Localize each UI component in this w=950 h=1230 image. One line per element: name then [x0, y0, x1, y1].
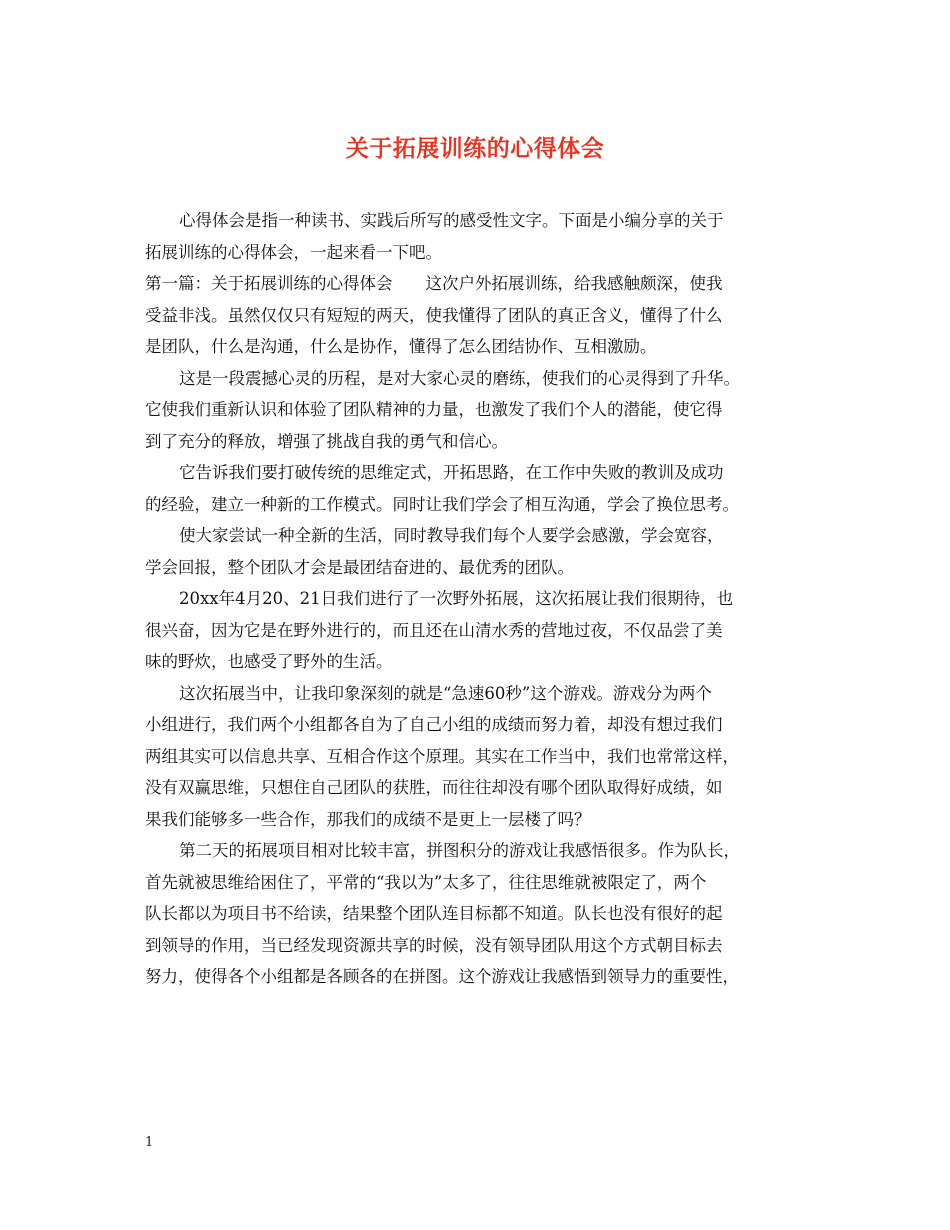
- text-line: 努力，使得各个小组都是各顾各的在拼图。这个游戏让我感悟到领导力的重要性，: [145, 967, 739, 986]
- text-line: 20xx年4月20、21日我们进行了一次野外拓展，这次拓展让我们很期待，也: [179, 589, 734, 608]
- text-line: 味的野炊，也感受了野外的生活。: [145, 652, 393, 671]
- text-line: 的经验，建立一种新的工作模式。同时让我们学会了相互沟通，学会了换位思考。: [145, 494, 739, 514]
- text-line: 这是一段震撼心灵的历程，是对大家心灵的磨练，使我们的心灵得到了升华。: [179, 368, 740, 388]
- text-line: 心得体会是指一种读书、实践后所写的感受性文字。下面是小编分享的关于: [179, 211, 724, 230]
- text-line: 是团队，什么是沟通，什么是协作，懂得了怎么团结协作、互相激励。: [145, 337, 657, 356]
- text-line: 很兴奋，因为它是在野外进行的，而且还在山清水秀的营地过夜，不仅品尝了美: [145, 620, 723, 640]
- text-line: 小组进行，我们两个小组都各自为了自己小组的成绩而努力着，却没有想过我们: [145, 715, 723, 734]
- text-line: 第一篇：关于拓展训练的心得体会 这次户外拓展训练，给我感触颇深，使我: [145, 274, 723, 293]
- text-line: 没有双赢思维，只想住自己团队的获胜，而往往却没有哪个团队取得好成绩，如: [145, 778, 723, 797]
- text-line: 学会回报，整个团队才会是最团结奋进的、最优秀的团队。: [145, 557, 574, 577]
- text-line: 拓展训练的心得体会，一起来看一下吧。: [145, 242, 442, 262]
- text-line: 首先就被思维给困住了，平常的“我以为”太多了，往往思维就被限定了，两个: [145, 872, 707, 892]
- document-body: [145, 205, 815, 993]
- text-line: 第二天的拓展项目相对比较丰富，拼图积分的游戏让我感悟很多。作为队长，: [179, 841, 740, 860]
- text-line: 它告诉我们要打破传统的思维定式，开拓思路，在工作中失败的教训及成功: [179, 463, 724, 482]
- text-line: 到了充分的释放，增强了挑战自我的勇气和信心。: [145, 431, 508, 451]
- page-number: 1: [145, 1135, 154, 1150]
- text-line: 受益非浅。虽然仅仅只有短短的两天，使我懂得了团队的真正含义，懂得了什么: [145, 305, 723, 325]
- text-line: 它使我们重新认识和体验了团队精神的力量，也激发了我们个人的潜能，使它得: [145, 400, 723, 419]
- text-line: 果我们能够多一些合作，那我们的成绩不是更上一层楼了吗？: [145, 809, 591, 829]
- text-line: 两组其实可以信息共享、互相合作这个原理。其实在工作当中，我们也常常这样，: [145, 746, 739, 766]
- text-line: 队长都以为项目书不给读，结果整个团队连目标都不知道。队长也没有很好的起: [145, 904, 723, 923]
- document-title: 关于拓展训练的心得体会: [345, 136, 605, 162]
- text-line: 这次拓展当中，让我印象深刻的就是“急速60秒”这个游戏。游戏分为两个: [179, 683, 712, 703]
- text-line: 到领导的作用，当已经发现资源共享的时候，没有领导团队用这个方式朝目标去: [145, 935, 723, 955]
- text-line: 使大家尝试一种全新的生活，同时教导我们每个人要学会感激，学会宽容，: [179, 526, 724, 545]
